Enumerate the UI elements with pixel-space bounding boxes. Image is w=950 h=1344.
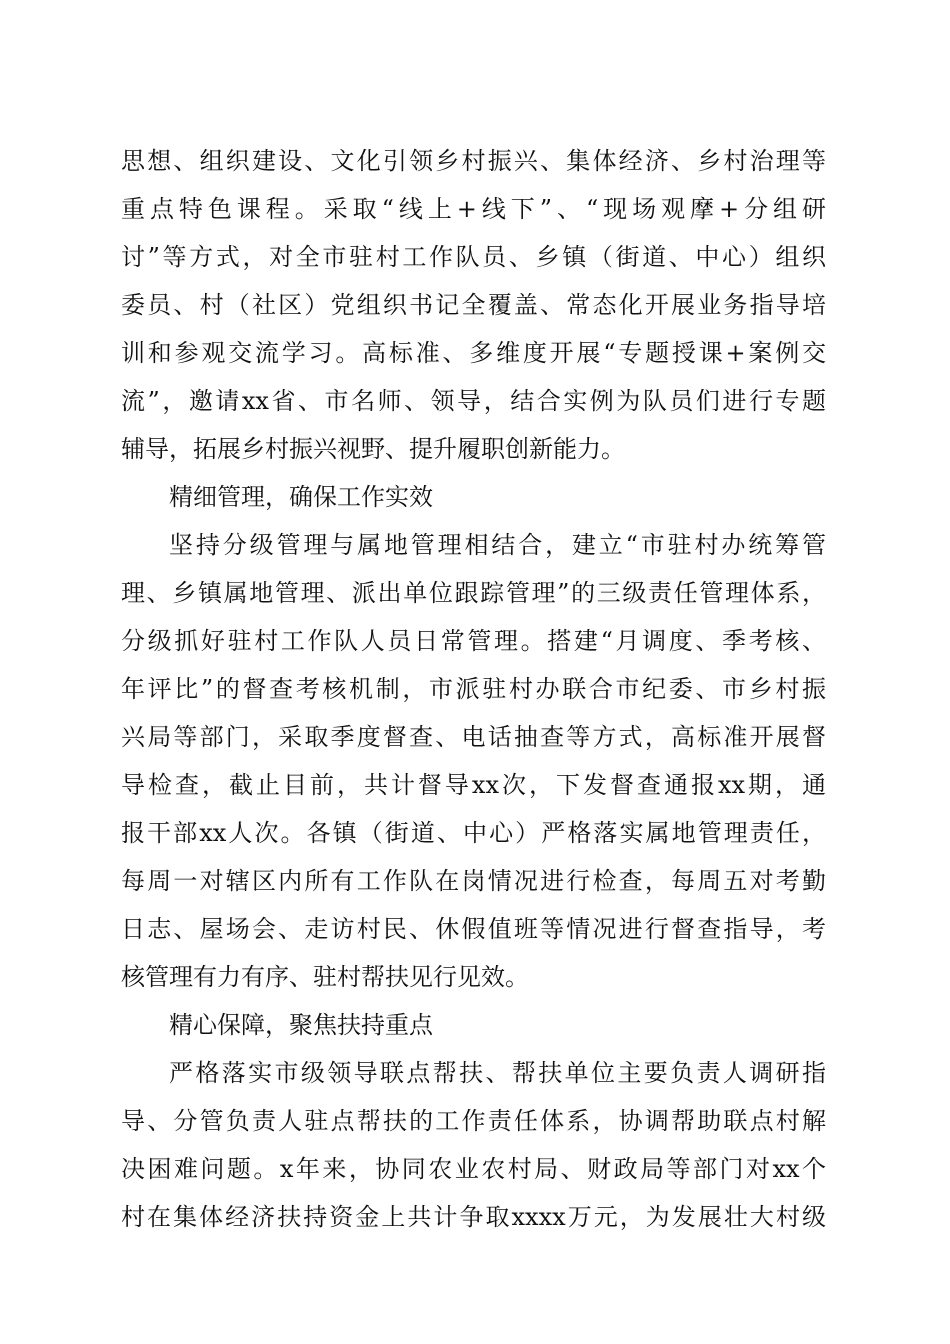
para2-line-9: 日志、屋场会、走访村民、休假值班等情况进行督查指导，考 xyxy=(121,915,826,943)
para2-line-7: 报干部xx人次。各镇（街道、中心）严格落实属地管理责任， xyxy=(121,819,826,847)
para3-line-3: 决困难问题。x年来，协同农业农村局、财政局等部门对xx个 xyxy=(121,1155,826,1183)
para2-line-8: 每周一对辖区内所有工作队在岗情况进行检查，每周五对考勤 xyxy=(121,867,826,895)
para1-line-4: 委员、村（社区）党组织书记全覆盖、常态化开展业务指导培 xyxy=(121,291,826,319)
para2-line-2: 理、乡镇属地管理、派出单位跟踪管理”的三级责任管理体系， xyxy=(121,579,826,607)
para2-line-3: 分级抓好驻村工作队人员日常管理。搭建“月调度、季考核、 xyxy=(121,627,826,655)
para3-line-2: 导、分管负责人驻点帮扶的工作责任体系，协调帮助联点村解 xyxy=(121,1107,826,1135)
para2-line-5: 兴局等部门，采取季度督查、电话抽查等方式，高标准开展督 xyxy=(121,723,826,751)
para1-line-3: 讨”等方式，对全市驻村工作队员、乡镇（街道、中心）组织 xyxy=(121,243,826,271)
para1-line-1: 思想、组织建设、文化引领乡村振兴、集体经济、乡村治理等 xyxy=(121,147,826,175)
para1-line-6: 流”，邀请xx省、市名师、领导，结合实例为队员们进行专题 xyxy=(121,387,826,415)
para1-line-2: 重点特色课程。采取“线上+线下”、“现场观摩+分组研 xyxy=(121,195,826,223)
para1-line-7: 辅导，拓展乡村振兴视野、提升履职创新能力。 xyxy=(121,435,625,463)
para2-line-10: 核管理有力有序、驻村帮扶见行见效。 xyxy=(121,963,529,991)
para2-line-4: 年评比”的督查考核机制，市派驻村办联合市纪委、市乡村振 xyxy=(121,675,826,703)
para2-line-6: 导检查，截止目前，共计督导xx次，下发督查通报xx期，通 xyxy=(121,771,826,799)
para3-line-4: 村在集体经济扶持资金上共计争取xxxx万元，为发展壮大村级 xyxy=(121,1203,826,1231)
para2-line-1: 坚持分级管理与属地管理相结合，建立“市驻村办统筹管 xyxy=(169,531,826,559)
para3-line-1: 严格落实市级领导联点帮扶、帮扶单位主要负责人调研指 xyxy=(169,1059,826,1087)
para1-line-5: 训和参观交流学习。高标准、多维度开展“专题授课+案例交 xyxy=(121,339,826,367)
section-heading-management: 精细管理，确保工作实效 xyxy=(169,483,433,511)
section-heading-support: 精心保障，聚焦扶持重点 xyxy=(169,1011,433,1039)
